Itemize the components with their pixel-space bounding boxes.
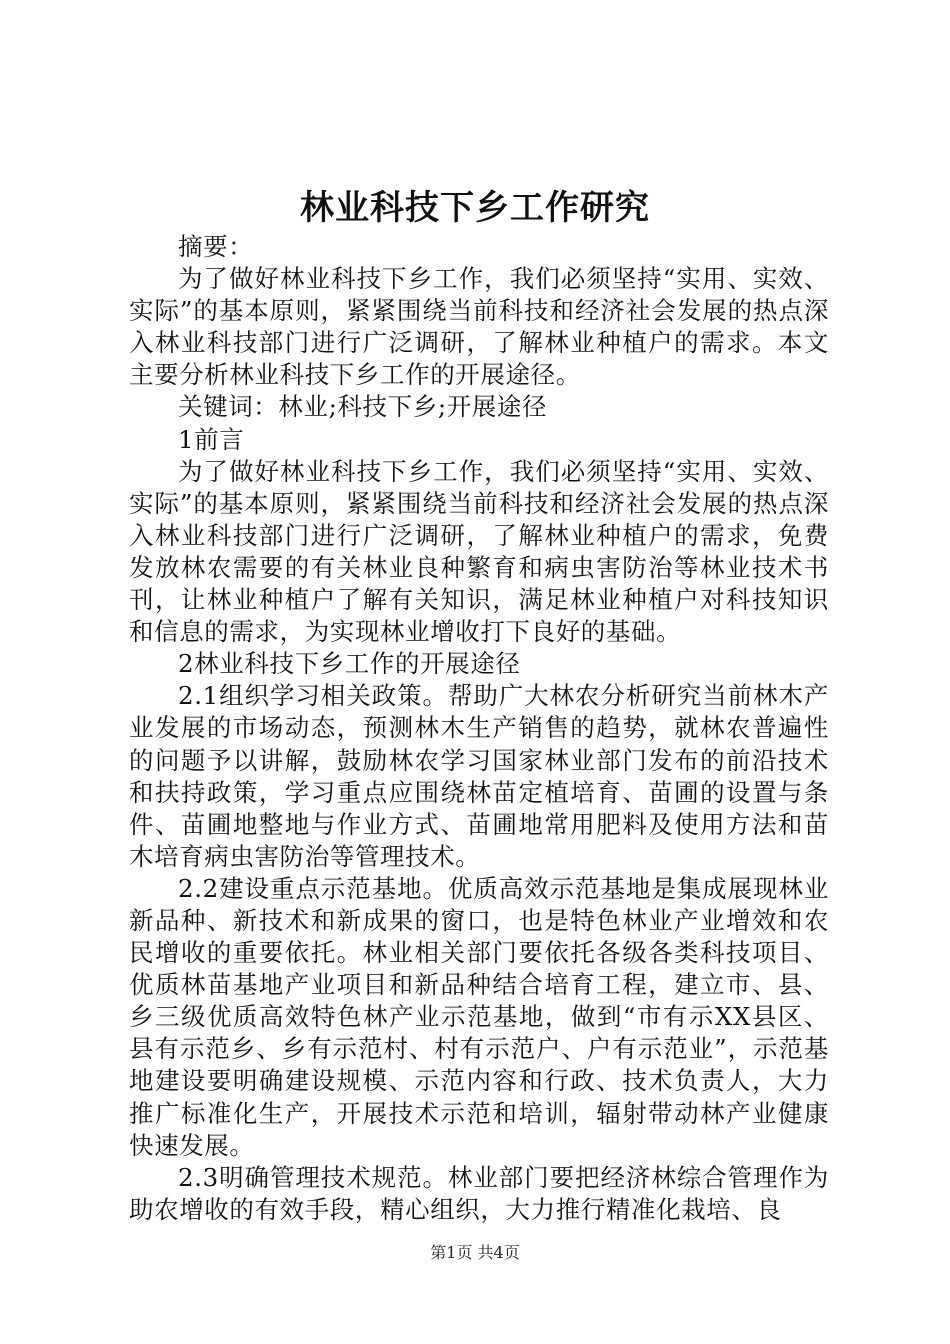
page-number-footer: 第1页 共4页 xyxy=(430,1243,520,1262)
section-heading-1: 1前言 xyxy=(178,424,245,454)
abstract-paragraph: 为了做好林业科技下乡工作，我们必须坚持“实用、实效、实际”的基本原则，紧紧围绕当前科技和经济社会发展的热点深入林业科技部门进行广泛调研，了解林业种植户的需求。本文主要分析林业科技下乡工作的开展途径。 xyxy=(129,264,829,390)
keywords-line: 关键词：林业;科技下乡;开展途径 xyxy=(178,392,548,422)
section-2-3-paragraph: 2.3明确管理技术规范。林业部门要把经济林综合管理作为助农增收的有效手段，精心组织，大力推行精准化栽培、良 xyxy=(129,1162,829,1224)
section-heading-2: 2林业科技下乡工作的开展途径 xyxy=(178,649,521,679)
abstract-label: 摘要： xyxy=(178,232,254,261)
document-body xyxy=(129,231,829,1226)
section-1-paragraph: 为了做好林业科技下乡工作，我们必须坚持“实用、实效、实际”的基本原则，紧紧围绕当前科技和经济社会发展的热点深入林业科技部门进行广泛调研，了解林业种植户的需求，免费发放林农需要的有关林业良种繁育和病虫害防治等林业技术书刊，让林业种植户了解有关知识，满足林业种植户对科技知识和信息的需求，为实现林业增收打下良好的基础。 xyxy=(129,456,829,647)
section-2-1-paragraph: 2.1组织学习相关政策。帮助广大林农分析研究当前林木产业发展的市场动态，预测林木生产销售的趋势，就林农普遍性的问题予以讲解，鼓励林农学习国家林业部门发布的前沿技术和扶持政策，学习重点应围绕林苗定植培育、苗圃的设置与条件、苗圃地整地与作业方式、苗圃地常用肥料及使用方法和苗木培育病虫害防治等管理技术。 xyxy=(129,681,829,871)
section-2-2-paragraph: 2.2建设重点示范基地。优质高效示范基地是集成展现林业新品种、新技术和新成果的窗口，也是特色林业产业增效和农民增收的重要依托。林业相关部门要依托各级各类科技项目、优质林苗基地产业项目和新品种结合培育工程，建立市、县、乡三级优质高效特色林产业示范基地，做到“市有示XX县区、县有示范乡、乡有示范村、村有示范户、户有示范业”，示范基地建设要明确建设规模、示范内容和行政、技术负责人，大力推广标准化生产，开展技术示范和培训，辐射带动林产业健康快速发展。 xyxy=(129,873,829,1160)
document-title: 林业科技下乡工作研究 xyxy=(300,188,650,228)
